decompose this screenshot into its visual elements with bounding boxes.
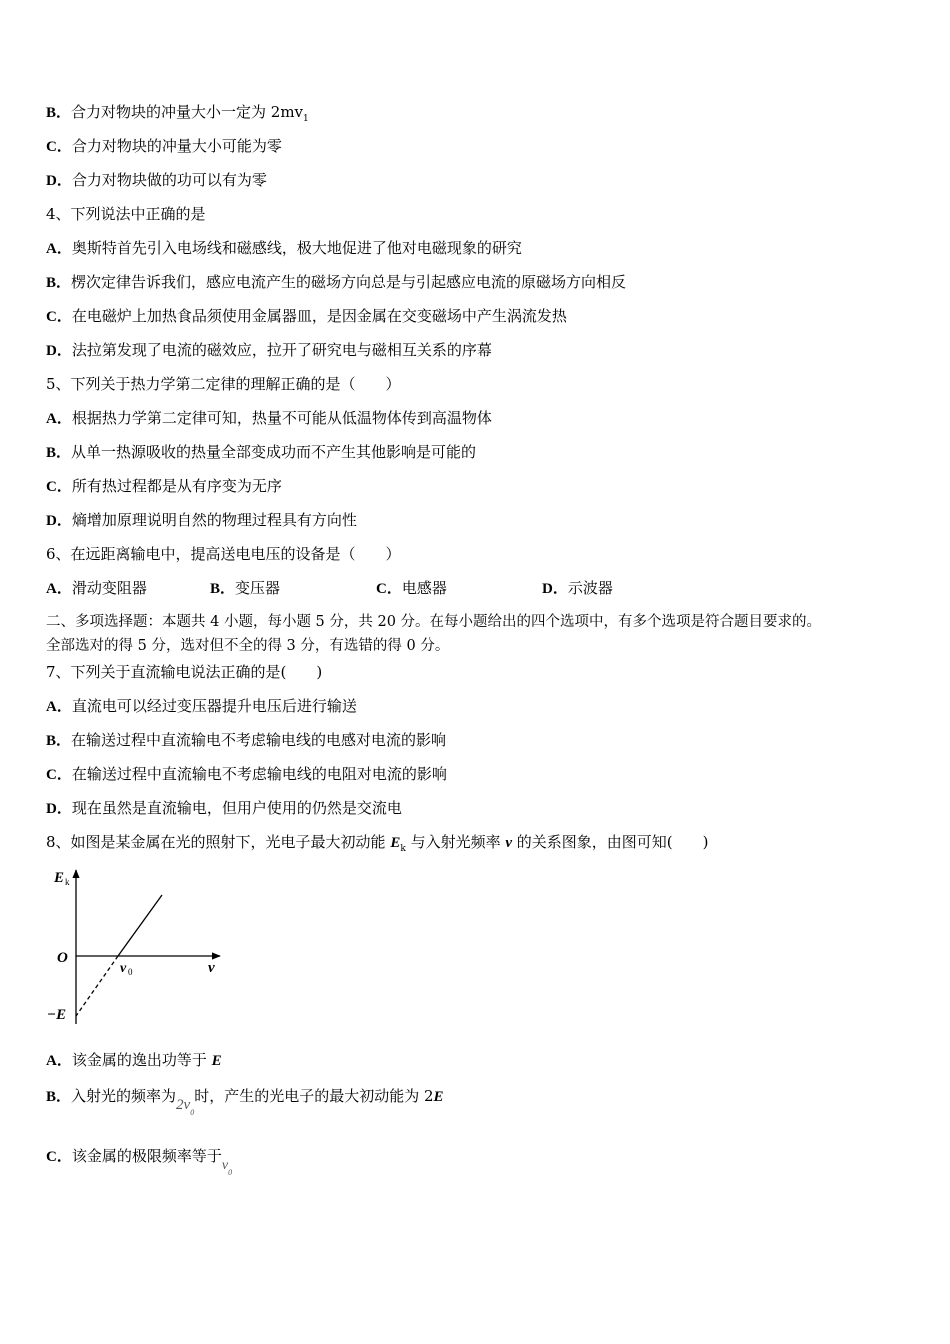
option-label: D． — [46, 343, 72, 359]
q6-option-a — [46, 578, 147, 599]
q6-option-b — [210, 578, 280, 599]
option-text: 熵增加原理说明自然的物理过程具有方向性 — [71, 511, 357, 529]
option-label: D． — [46, 173, 72, 189]
q4-stem: 4、下列说法中正确的是 — [46, 205, 206, 223]
option-math-sub: 0 — [228, 1168, 233, 1177]
option-text: 合力对物块的冲量大小一定为 2mv — [71, 103, 304, 121]
ek-line-dashed — [76, 956, 118, 1016]
option-label: B． — [46, 275, 72, 291]
q5-option-d — [46, 510, 357, 531]
option-text-post: 时，产生的光电子的最大初动能为 2 — [194, 1087, 434, 1105]
q6-option-d — [542, 578, 613, 599]
option-text: 滑动变阻器 — [71, 579, 147, 597]
q8-option-b — [46, 1086, 444, 1117]
x-intercept-label: ν — [120, 961, 127, 976]
option-label: D． — [46, 801, 72, 817]
q7-option-d — [46, 798, 402, 819]
option-subscript: 1 — [303, 114, 309, 124]
option-label: C． — [46, 1149, 72, 1165]
option-label: A． — [46, 411, 72, 427]
option-label: A． — [46, 1053, 72, 1069]
q7-option-a — [46, 696, 357, 717]
option-text: 在电磁炉上加热食品须使用金属器皿，是因金属在交变磁场中产生涡流发热 — [71, 307, 567, 325]
q8-stem-nu: ν — [505, 835, 513, 851]
option-text: 示波器 — [567, 579, 613, 597]
y-axis-label-sub: k — [65, 877, 70, 887]
option-text: 在输送过程中直流输电不考虑输电线的电阻对电流的影响 — [71, 765, 447, 783]
q5-option-c — [46, 476, 282, 497]
option-label: C． — [46, 479, 72, 495]
option-text: 楞次定律告诉我们，感应电流产生的磁场方向总是与引起感应电流的原磁场方向相反 — [71, 273, 627, 291]
q8-stem-post: 的关系图象，由图可知( ) — [512, 833, 709, 851]
option-label: C． — [46, 139, 72, 155]
option-math: ν — [221, 1158, 229, 1173]
q5-option-b — [46, 442, 476, 463]
option-label: D． — [46, 513, 72, 529]
option-text: 直流电可以经过变压器提升电压后进行输送 — [71, 697, 357, 715]
option-math-sub: 0 — [190, 1108, 195, 1117]
option-label: B． — [46, 445, 72, 461]
option-label: A． — [46, 241, 72, 257]
q8-stem-ek-sub: k — [400, 844, 406, 854]
q7-option-c — [46, 764, 447, 785]
option-text: 电感器 — [401, 579, 447, 597]
option-text: 根据热力学第二定律可知，热量不可能从低温物体传到高温物体 — [71, 409, 492, 427]
q8-option-c — [46, 1146, 233, 1177]
q5-stem: 5、下列关于热力学第二定律的理解正确的是（ ） — [46, 375, 401, 393]
q8-option-a — [46, 1050, 222, 1071]
q3-option-c — [46, 136, 282, 157]
y-axis-label: E — [54, 870, 65, 886]
q3-option-d — [46, 170, 267, 191]
option-label: C． — [46, 767, 72, 783]
option-text: 所有热过程都是从有序变为无序 — [71, 477, 282, 495]
q8-stem-ek: E — [390, 835, 401, 851]
option-label: B． — [210, 581, 236, 597]
option-label: A． — [46, 699, 72, 715]
option-text: 合力对物块的冲量大小可能为零 — [71, 137, 282, 155]
q7-option-b — [46, 730, 446, 751]
option-text: 法拉第发现了电流的磁效应，拉开了研究电与磁相互关系的序幕 — [71, 341, 492, 359]
q7-stem: 7、下列关于直流输电说法正确的是( ) — [46, 663, 323, 681]
option-text: 在输送过程中直流输电不考虑输电线的电感对电流的影响 — [71, 731, 447, 749]
x-intercept-label-sub: 0 — [128, 967, 133, 977]
option-label: C． — [46, 309, 72, 325]
option-label: B． — [46, 105, 72, 121]
q6-stem: 6、在远距离输电中，提高送电电压的设备是（ ） — [46, 545, 401, 563]
q8-stem-pre: 8、如图是某金属在光的照射下，光电子最大初动能 — [46, 833, 391, 851]
q8-stem-mid: 与入射光频率 — [405, 833, 506, 851]
x-axis-label: ν — [208, 960, 215, 976]
option-text: 变压器 — [235, 579, 281, 597]
origin-label: O — [57, 950, 68, 966]
option-label: C． — [376, 581, 402, 597]
q3-option-b — [46, 102, 309, 129]
q8-stem — [46, 832, 709, 859]
section2-heading-line1: 二、多项选择题：本题共 4 小题，每小题 5 分，共 20 分。在每小题给出的四个选项中，有多个选项是符合题目要求的。 — [46, 614, 822, 630]
ek-line-solid — [118, 895, 162, 956]
option-text: 从单一热源吸收的热量全部变成功而不产生其他影响是可能的 — [71, 443, 477, 461]
option-math: 2ν — [176, 1097, 191, 1113]
option-label: B． — [46, 1089, 72, 1105]
section2-heading-line2: 全部选对的得 5 分，选对但不全的得 3 分，有选错的得 0 分。 — [46, 638, 450, 654]
option-label: D． — [542, 581, 568, 597]
option-text: 现在虽然是直流输电，但用户使用的仍然是交流电 — [71, 799, 402, 817]
q5-option-a — [46, 408, 492, 429]
q6-option-c — [376, 578, 447, 599]
option-label: B． — [46, 733, 72, 749]
option-text: 奥斯特首先引入电场线和磁感线，极大地促进了他对电磁现象的研究 — [71, 239, 522, 257]
option-text: 合力对物块做的功可以有为零 — [71, 171, 267, 189]
option-text-pre: 入射光的频率为 — [71, 1087, 177, 1105]
ek-frequency-graph — [44, 864, 234, 1034]
q4-option-b — [46, 272, 626, 293]
option-text: 该金属的逸出功等于 — [71, 1051, 212, 1069]
option-label: A． — [46, 581, 72, 597]
q4-option-a — [46, 238, 522, 259]
option-math2: E — [433, 1089, 444, 1105]
option-math: E — [211, 1053, 222, 1069]
q4-option-d — [46, 340, 492, 361]
q4-option-c — [46, 306, 567, 327]
option-text: 该金属的极限频率等于 — [71, 1147, 222, 1165]
y-intercept-label: −E — [47, 1007, 67, 1023]
